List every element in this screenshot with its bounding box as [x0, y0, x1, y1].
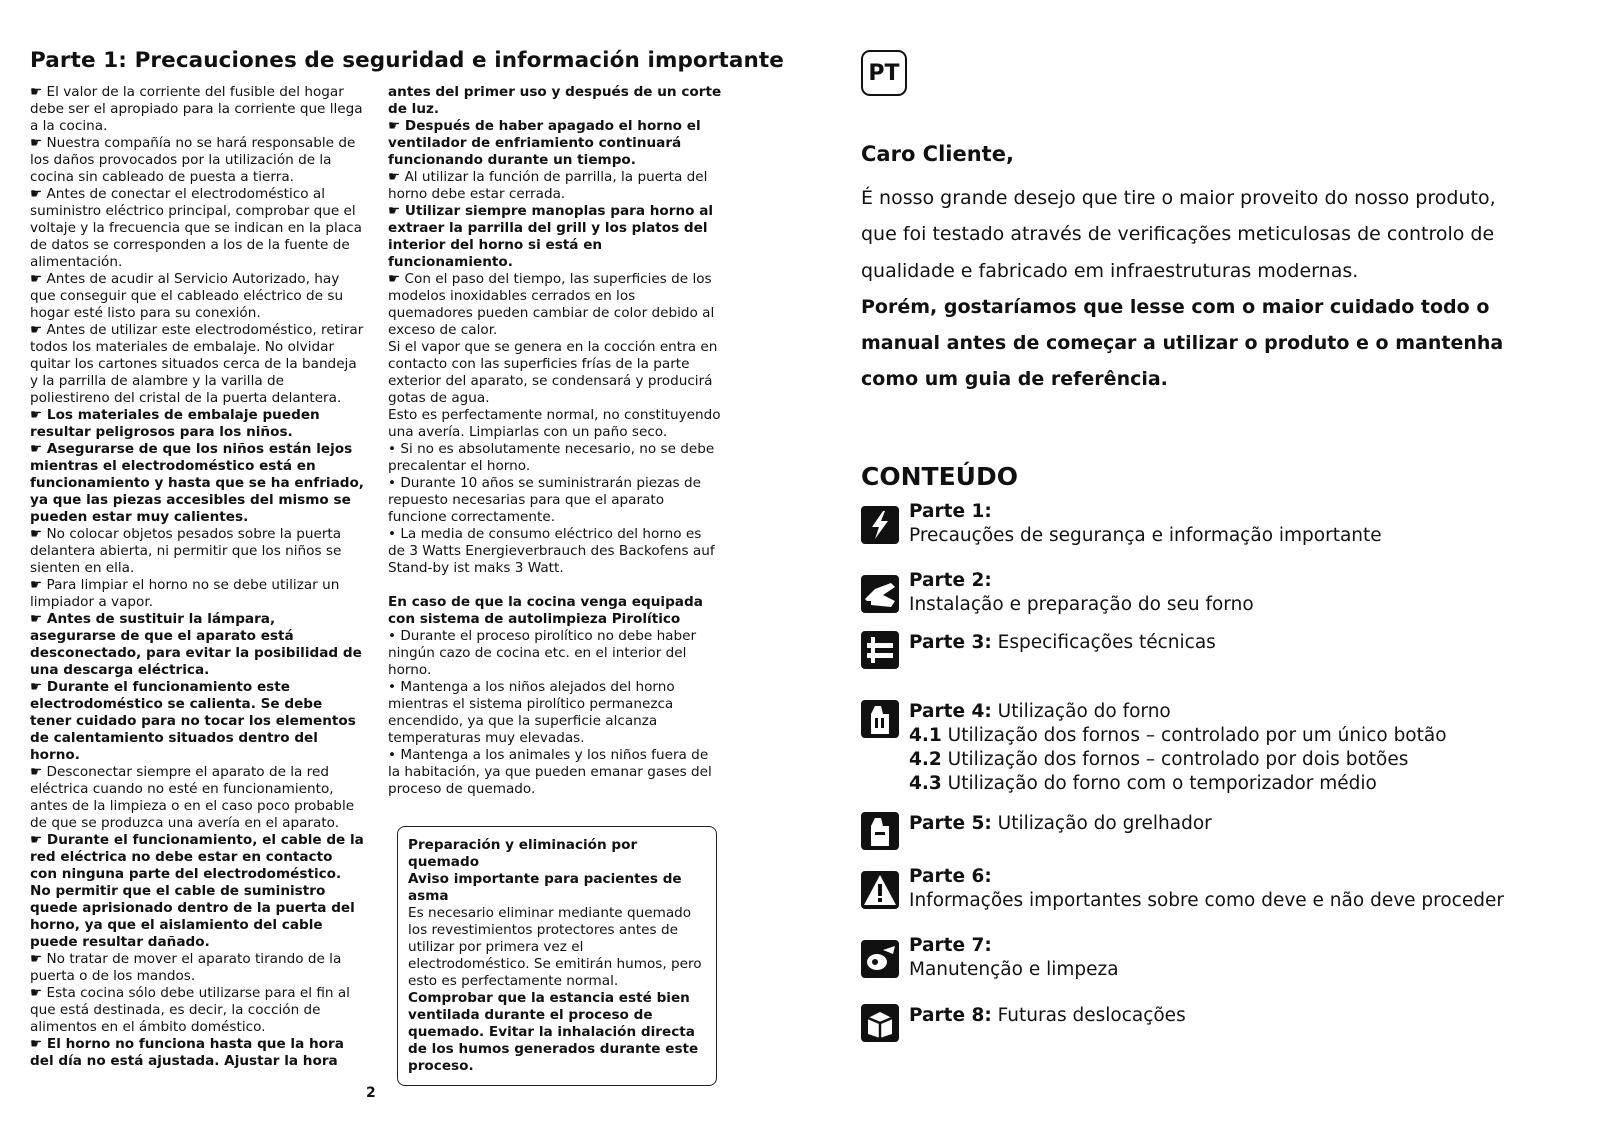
- language-badge: PT: [861, 50, 907, 96]
- safety-column-1: [30, 84, 364, 1070]
- toc-subitem-text: Utilização dos fornos – controlado por dois botões: [947, 749, 1409, 770]
- paragraph: Preparación y eliminación por quemado: [408, 837, 638, 870]
- paragraph: • Durante el proceso pirolítico no debe haber ningún cazo de cocina etc. en el interior del horno.: [388, 628, 697, 678]
- paragraph: ☛ Antes de conectar el electrodoméstico al suministro eléctrico principal, comprobar que el voltaje y la frecuencia que se indican en la placa de datos se corresponden a los de la fuente de alimentación.: [30, 186, 362, 270]
- left-page: [30, 48, 784, 73]
- toc-subitem-number: 4.1: [909, 725, 942, 746]
- toc-desc: Especificações técnicas: [997, 632, 1216, 653]
- toc-subitem-text: Utilização dos fornos – controlado por um único botão: [947, 725, 1447, 746]
- paragraph: ☛ Al utilizar la función de parrilla, la puerta del horno debe estar cerrada.: [388, 169, 708, 202]
- cleaning-icon: [861, 940, 899, 978]
- toc-subitem[interactable]: [909, 724, 1447, 748]
- paragraph: En caso de que la cocina venga equipada con sistema de autolimpieza Pirolítico: [388, 594, 703, 627]
- paragraph: Si el vapor que se genera en la cocción entra en contacto con las superficies frías de la parte exterior del aparato, se condensará y producirá gotas de agua.: [388, 339, 718, 406]
- paragraph: • Durante 10 años se suministrarán piezas de repuesto necesarias para que el aparato funcione correctamente.: [388, 475, 701, 525]
- paragraph: • Si no es absolutamente necesario, no se debe precalentar el horno.: [388, 441, 715, 474]
- paragraph: ☛ Desconectar siempre el aparato de la red eléctrica cuando no esté en funcionamiento, antes de la limpieza o en el caso poco probable de que se produzca una avería en el aparato.: [30, 764, 355, 831]
- toc-label: Parte 2:: [909, 570, 992, 591]
- toc-desc: Utilização do grelhador: [997, 813, 1212, 834]
- intro-text: [861, 180, 1521, 398]
- installation-icon: [861, 575, 899, 613]
- paragraph: ☛ Después de haber apagado el horno el ventilador de enfriamiento continuará funcionando durante un tiempo.: [388, 118, 701, 168]
- page-number: 2: [366, 1085, 376, 1101]
- warning-icon: [861, 871, 899, 909]
- paragraph: Comprobar que la estancia esté bien ventilada durante el proceso de quemado. Evitar la inhalación directa de los humos generados durante este proceso.: [408, 990, 699, 1074]
- paragraph: • La media de consumo eléctrico del horno es de 3 Watts Energieverbrauch des Backofens auf Stand-by ist maks 3 Watt.: [388, 526, 715, 576]
- greeting: Caro Cliente,: [861, 142, 1014, 166]
- intro-paragraph-bold: Porém, gostaríamos que lesse com o maior cuidado todo o manual antes de começar a utilizar o produto e o mantenha como um guia de referência.: [861, 295, 1504, 391]
- paragraph: ☛ Para limpiar el horno no se debe utilizar un limpiador a vapor.: [30, 577, 340, 610]
- toc-item-part-8[interactable]: [861, 1004, 1186, 1042]
- paragraph: Aviso importante para pacientes de asma: [408, 871, 682, 904]
- paragraph: ☛ Antes de acudir al Servicio Autorizado, hay que conseguir que el cableado eléctrico de su hogar esté listo para su conexión.: [30, 271, 344, 321]
- toc-subitem-number: 4.3: [909, 773, 942, 794]
- grill-hand-icon: [861, 812, 899, 850]
- paragraph: ☛ Antes de sustituir la lámpara, asegurarse de que el aparato está desconectado, para evitar la posibilidad de una descarga eléctrica.: [30, 611, 362, 678]
- toc-item-part-2[interactable]: [861, 569, 1254, 617]
- toc-label: Parte 7:: [909, 935, 992, 956]
- toc-desc: Instalação e preparação do seu forno: [909, 594, 1254, 615]
- paragraph: ☛ Utilizar siempre manoplas para horno al extraer la parrilla del grill y los platos del interior del horno si está en funcionamiento.: [388, 203, 714, 270]
- paragraph: ☛ Antes de utilizar este electrodoméstico, retirar todos los materiales de embalaje. No olvidar quitar los cartones situados cerca de la bandeja y la parrilla de alambre y la varilla de poliestireno del cristal de la puerta delantera.: [30, 322, 364, 406]
- toc-label: Parte 5:: [909, 813, 992, 834]
- paragraph: ☛ No colocar objetos pesados sobre la puerta delantera abierta, ni permitir que los niños se sienten en ella.: [30, 526, 342, 576]
- paragraph: ☛ Asegurarse de que los niños están lejos mientras el electrodoméstico está en funcionamiento y hasta que se ha enfriado, ya que las piezas accesibles del mismo se pueden estar muy calientes.: [30, 441, 364, 525]
- toc-item-part-1[interactable]: [861, 500, 1382, 548]
- toc-label: Parte 8:: [909, 1005, 992, 1026]
- box-icon: [861, 1004, 899, 1042]
- toc-desc: Manutenção e limpeza: [909, 959, 1119, 980]
- toc-subitem[interactable]: [909, 748, 1447, 772]
- intro-paragraph: É nosso grande desejo que tire o maior proveito do nosso produto, que foi testado através de verificações meticulosas de controlo de qualidade e fabricado em infraestruturas modernas.: [861, 187, 1496, 282]
- paragraph: • Mantenga a los animales y los niños fuera de la habitación, ya que pueden emanar gases del proceso de quemado.: [388, 747, 712, 797]
- toc-item-part-6[interactable]: [861, 865, 1504, 913]
- toc-desc: Futuras deslocações: [997, 1005, 1186, 1026]
- paragraph: ☛ El valor de la corriente del fusible del hogar debe ser el apropiado para la corriente que llega a la cocina.: [30, 84, 363, 134]
- paragraph: ☛ El horno no funciona hasta que la hora del día no está ajustada. Ajustar la hora: [30, 1036, 344, 1069]
- paragraph: antes del primer uso y después de un corte de luz.: [388, 84, 722, 117]
- paragraph: ☛ Los materiales de embalaje pueden resultar peligrosos para los niños.: [30, 407, 320, 440]
- toc-label: Parte 6:: [909, 866, 992, 887]
- section-heading: Parte 1: Precauciones de seguridad e información importante: [30, 48, 784, 73]
- toc-desc: Utilização do forno: [997, 701, 1171, 722]
- paragraph: • Mantenga a los niños alejados del horno mientras el sistema pirolítico permanezca encendido, ya que la superficie alcanza temperaturas muy elevadas.: [388, 679, 675, 746]
- paragraph: ☛ Durante el funcionamiento este electrodoméstico se calienta. Se debe tener cuidado para no tocar los elementos de calentamiento situados dentro del horno.: [30, 679, 356, 763]
- specifications-icon: [861, 631, 899, 669]
- toc-item-part-7[interactable]: [861, 934, 1119, 982]
- burn-off-note-box: [397, 826, 717, 1086]
- toc-label: Parte 3:: [909, 632, 992, 653]
- paragraph: ☛ No tratar de mover el aparato tirando de la puerta o de los mandos.: [30, 951, 342, 984]
- contents-title: CONTEÚDO: [861, 462, 1018, 491]
- toc-subitem[interactable]: [909, 772, 1447, 796]
- toc-subitem-number: 4.2: [909, 749, 942, 770]
- toc-subitem-text: Utilização do forno com o temporizador médio: [947, 773, 1377, 794]
- paragraph: ☛ Esta cocina sólo debe utilizarse para el fin al que está destinada, es decir, la cocción de alimentos en el ámbito doméstico.: [30, 985, 350, 1035]
- toc-item-part-5[interactable]: [861, 812, 1212, 850]
- toc-desc: Precauções de segurança e informação importante: [909, 525, 1382, 546]
- paragraph: [388, 577, 722, 594]
- toc-item-part-3[interactable]: [861, 631, 1216, 669]
- lightning-icon: [861, 506, 899, 544]
- paragraph: ☛ Con el paso del tiempo, las superficies de los modelos inoxidables cerrados en los quemadores pueden cambiar de color debido al exceso de calor.: [388, 271, 715, 338]
- paragraph: ☛ Nuestra compañía no se hará responsable de los daños provocados por la utilización de la cocina sin cableado de puesta a tierra.: [30, 135, 356, 185]
- oven-hand-icon: [861, 700, 899, 738]
- toc-label: Parte 4:: [909, 701, 992, 722]
- toc-item-part-4[interactable]: [861, 700, 1447, 796]
- toc-desc: Informações importantes sobre como deve e não deve proceder: [909, 890, 1504, 911]
- paragraph: Es necesario eliminar mediante quemado los revestimientos protectores antes de utilizar por primera vez el electrodoméstico. Se emitirán humos, pero esto es perfectamente normal.: [408, 905, 702, 989]
- paragraph: Esto es perfectamente normal, no constituyendo una avería. Limpiarlas con un paño seco.: [388, 407, 721, 440]
- toc-label: Parte 1:: [909, 501, 992, 522]
- safety-column-2: [388, 84, 722, 798]
- paragraph: ☛ Durante el funcionamiento, el cable de la red eléctrica no debe estar en contacto con ninguna parte del electrodoméstico. No permitir que el cable de suministro quede aprisionado dentro de la puerta del horno, ya que el aislamiento del cable puede resultar dañado.: [30, 832, 364, 950]
